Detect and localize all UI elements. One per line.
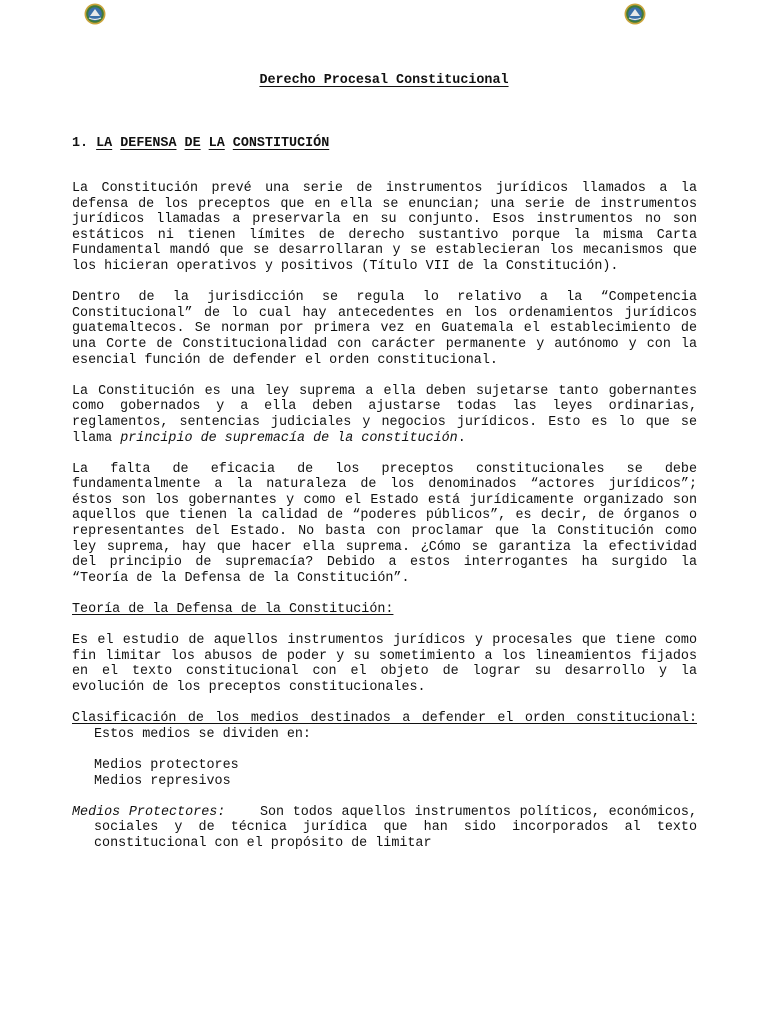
emphasis-text: principio de supremacía de la constitución (120, 430, 458, 446)
subheading-theory: Teoría de la Defensa de la Constitución: (72, 602, 394, 618)
list-item: Medios protectores (94, 757, 239, 773)
paragraph: La falta de eficacia de los preceptos constitucionales se debe fundamentalmente a la naturaleza de los denominados “actores jurídicos”; éstos son los gobernantes y como el Estado está jurídicamente organizado son aquellos que tienen la calidad de “poderes públicos”, es decir, de órganos o representantes del Estado. No basta con proclamar que la Constitución como ley suprema, hay que hacer ella suprema. ¿Cómo se garantiza la efectividad del principio de supremacía? Debido a estos interrogantes ha surgido la “Teoría de la Defensa de la Constitución”. (72, 461, 697, 586)
paragraph-supremacy: La Constitución es una ley suprema a ella deben sujetarse tanto gobernantes como gobernados y a ella deben ajustarse todas las leyes ordinarias, reglamentos, sentencias judiciales y negocios jurídicos. Esto es lo que se llama principio de supremacía de la constitución. (72, 383, 697, 446)
section-heading (72, 136, 329, 151)
subheading-classification: Clasificación de los medios destinados a defender el orden constitucional: Estos medios se dividen en: (72, 711, 697, 742)
coat-of-arms-seal-icon (624, 3, 646, 25)
paragraph: La Constitución prevé una serie de instrumentos jurídicos llamados a la defensa de los preceptos que en ella se enuncian; una serie de instrumentos jurídicos llamadas a preservarla en su conjunto. Esos instrumentos no son estáticos ni tienen límites de derecho sustantivo porque la misma Carta Fundamental mandó que se desarrollaran y se establecieran los mecanismos que los hicieran operativos y positivos (Título VII de la Constitución). (72, 181, 697, 274)
paragraph-protective-means: Medios Protectores: Son todos aquellos instrumentos políticos, económicos, sociales y de técnica jurídica que han sido incorporados al texto constitucional con el propósito de limitar (72, 804, 706, 851)
section-word: DE (184, 136, 201, 151)
section-number: 1. (72, 136, 89, 151)
document-title: Derecho Procesal Constitucional (259, 73, 509, 88)
section-word: LA (208, 136, 225, 151)
section-word: LA (96, 136, 113, 151)
document-body (72, 181, 706, 867)
list-item: Medios represivos (94, 773, 231, 789)
emphasis-text: Medios Protectores: (72, 804, 226, 820)
coat-of-arms-seal-icon (84, 3, 106, 25)
section-word: DEFENSA (120, 136, 177, 151)
section-word: CONSTITUCIÓN (232, 136, 330, 151)
paragraph: Dentro de la jurisdicción se regula lo relativo a la “Competencia Constitucional” de lo cual hay antecedentes en los ordenamientos jurídicos guatemaltecos. Se norman por primera vez en Guatemala el establecimiento de una Corte de Constitucionalidad con carácter permanente y autónomo y con la esencial función de defender el orden constitucional. (72, 290, 697, 368)
means-list (94, 758, 697, 789)
paragraph: Es el estudio de aquellos instrumentos jurídicos y procesales que tiene como fin limitar los abusos de poder y su sometimiento a los lineamientos fijados en el texto constitucional con el objeto de lograr su desarrollo y la evolución de los preceptos constitucionales. (72, 633, 697, 695)
